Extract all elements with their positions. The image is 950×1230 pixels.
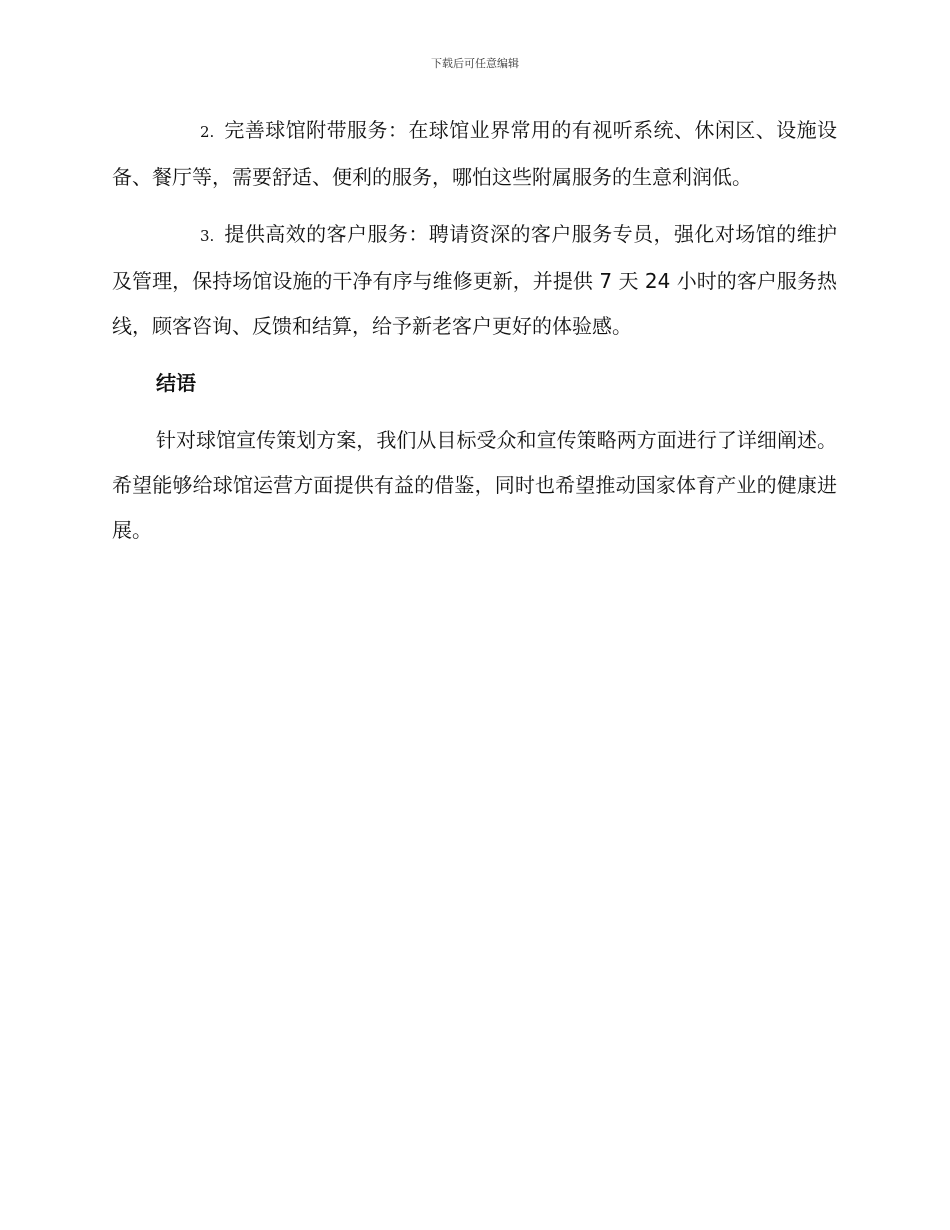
list-item-number: 3. [200, 227, 215, 245]
list-item-text: 提供高效的客户服务：聘请资深的客户服务专员，强化对场馆的维护及管理，保持场馆设施的干净有序与维修更新，并提供 7 天 24 小时的客户服务热线，顾客咨询、反馈和结算，给予新老客户更好的体验感。 [112, 222, 837, 338]
document-body [112, 108, 837, 565]
list-item [112, 108, 837, 200]
list-item-number: 2. [200, 123, 215, 141]
conclusion-paragraph: 针对球馆宣传策划方案，我们从目标受众和宣传策略两方面进行了详细阐述。希望能够给球馆运营方面提供有益的借鉴，同时也希望推动国家体育产业的健康进展。 [112, 428, 837, 542]
page-header: 下载后可任意编辑 [431, 57, 519, 70]
list-item-text: 完善球馆附带服务：在球馆业界常用的有视听系统、休闲区、设施设备、餐厅等，需要舒适、便利的服务，哪怕这些附属服务的生意利润低。 [112, 118, 837, 189]
list-item [112, 212, 837, 349]
section-heading: 结语 [156, 371, 196, 395]
